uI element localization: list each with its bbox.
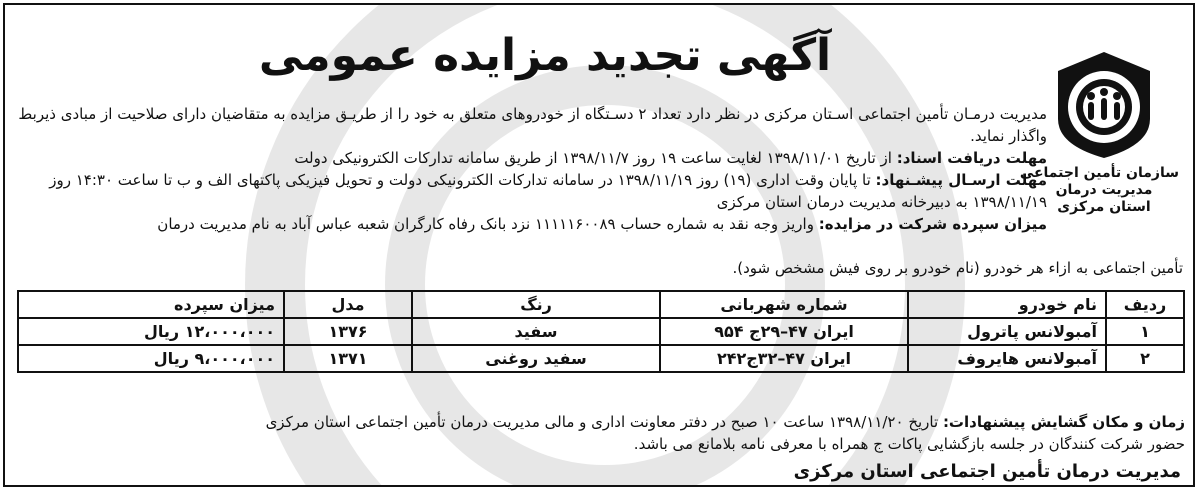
- opening-text: تاریخ ۱۳۹۸/۱۱/۲۰ ساعت ۱۰ صبح در دفتر معاونت اداری و مالی مدیریت درمان تأمین اجتماعی استان مرکزی: [265, 413, 943, 431]
- cell-vehicle-name: آمبولانس پاترول: [908, 318, 1106, 345]
- header-model: مدل: [284, 291, 412, 318]
- organization-name-line1: سازمان تأمین اجتماعی: [1019, 165, 1179, 181]
- intro-paragraph: مدیریت درمـان تأمین اجتماعی اسـتان مرکزی در نظر دارد تعداد ۲ دسـتگاه از خودروهای متعلق به خود را از طریـق مزایده به متقاضیان دارای صلاحیت از مبادی ذیربط واگذار نماید.: [18, 105, 1047, 145]
- bid-deadline-paragraph: [17, 169, 1047, 213]
- cell-vehicle-name: آمبولانس هایروف: [908, 345, 1106, 372]
- social-security-logo-icon: [1050, 49, 1158, 161]
- cell-row-number: ۲: [1106, 345, 1184, 372]
- cell-model: ۱۳۷۱: [284, 345, 412, 372]
- cell-color: سفید روغنی: [412, 345, 660, 372]
- table-row: [18, 345, 1184, 372]
- bid-deadline-label: مهلت ارسـال پیشـنهاد:: [875, 171, 1047, 189]
- opening-attendance-paragraph: حضور شرکت کنندگان در جلسه بازگشایی پاکات ج همراه با معرفی نامه بلامانع می باشد.: [633, 435, 1185, 453]
- cell-deposit: ۹،۰۰۰،۰۰۰ ریال: [18, 345, 284, 372]
- vehicles-table: [17, 290, 1185, 373]
- header-row-number: ردیف: [1106, 291, 1184, 318]
- cell-row-number: ۱: [1106, 318, 1184, 345]
- doc-deadline-text: از تاریخ ۱۳۹۸/۱۱/۰۱ لغایت ساعت ۱۹ روز ۱۳۹۸/۱۱/۷ از طریق سامانه تدارکات الکترونیکی دولت: [294, 149, 897, 167]
- opening-paragraph: [17, 411, 1185, 433]
- deposit-label: میزان سپرده شرکت در مزایده:: [818, 215, 1047, 233]
- deposit-paragraph: [17, 213, 1047, 235]
- header-vehicle-name: نام خودرو: [908, 291, 1106, 318]
- doc-deadline-label: مهلت دریافت اسناد:: [896, 149, 1047, 167]
- notice-title: آگهی تجدید مزایده عمومی: [258, 30, 832, 81]
- cell-deposit: ۱۲،۰۰۰،۰۰۰ ریال: [18, 318, 284, 345]
- organization-name-line2: مدیریت درمان: [1055, 182, 1153, 198]
- table-header-row: [18, 291, 1184, 318]
- signature: مدیریت درمان تأمین اجتماعی استان مرکزی: [793, 461, 1181, 482]
- opening-label: زمان و مکان گشایش پیشنهادات:: [942, 413, 1185, 431]
- header-deposit: میزان سپرده: [18, 291, 284, 318]
- opening-section: [17, 411, 1185, 455]
- cell-model: ۱۳۷۶: [284, 318, 412, 345]
- organization-logo-block: [1019, 49, 1179, 249]
- table-row: [18, 318, 1184, 345]
- cell-plate: ایران ۴۷–۲۹ج ۹۵۴: [660, 318, 908, 345]
- doc-deadline-paragraph: [17, 147, 1047, 169]
- deposit-continuation: تأمین اجتماعی به ازاء هر خودرو (نام خودرو بر روی فیش مشخص شود).: [732, 259, 1183, 277]
- notice-body: [17, 103, 1047, 235]
- notice-frame: [3, 3, 1195, 487]
- header-plate: شماره شهربانی: [660, 291, 908, 318]
- deposit-text: واریز وجه نقد به شماره حساب ۱۱۱۱۱۶۰۰۸۹ نزد بانک رفاه کارگران شعبه عباس آباد به نام مدیریت درمان: [157, 215, 819, 233]
- organization-name: [1019, 165, 1179, 216]
- header-color: رنگ: [412, 291, 660, 318]
- cell-plate: ایران ۴۷–۳۲ج۲۴۲: [660, 345, 908, 372]
- cell-color: سفید: [412, 318, 660, 345]
- bid-deadline-text: تا پایان وقت اداری (۱۹) روز ۱۳۹۸/۱۱/۱۹ در سامانه تدارکات الکترونیکی دولت و تحویل فیزیکی پاکتهای الف و ب تا ساعت ۱۴:۳۰ روز ۱۳۹۸/۱۱/۱۹ به دبیرخانه مدیریت درمان استان مرکزی: [49, 171, 1047, 211]
- organization-name-line3: استان مرکزی: [1057, 199, 1151, 215]
